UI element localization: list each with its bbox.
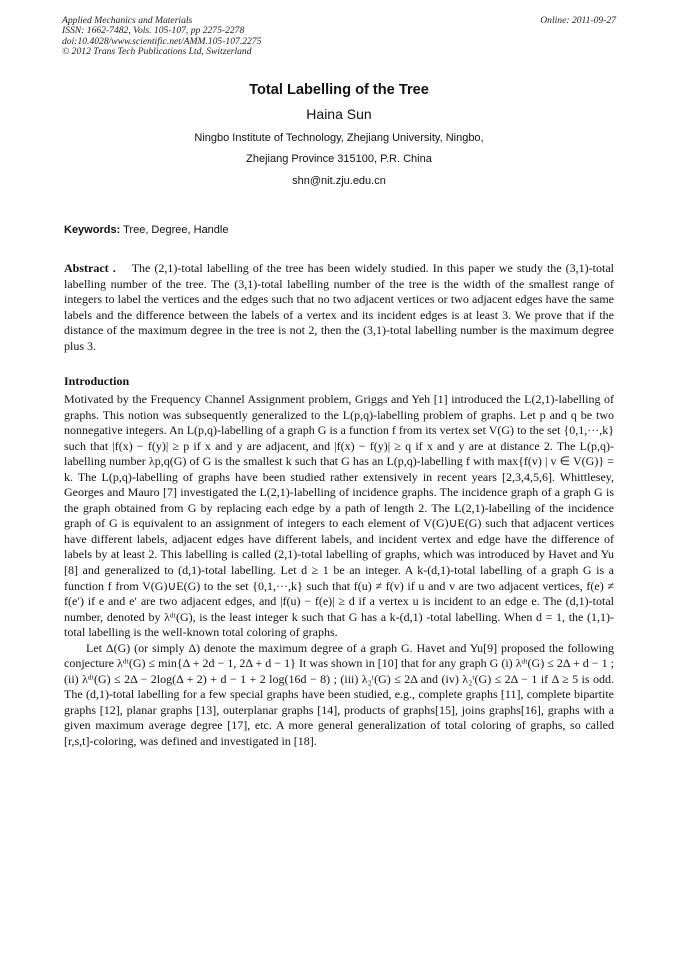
author-email: shn@nit.zju.edu.cn bbox=[292, 175, 386, 187]
introduction-body bbox=[64, 392, 614, 750]
intro-paragraph-2: Let Δ(G) (or simply Δ) denote the maximum degree of a graph G. Havet and Yu[9] proposed the following conjecture λᵈᵗ(G) ≤ min{Δ + 2d − 1, 2Δ + d − 1} It was shown in [10] that for any graph G (i) λᵈᵗ(G) ≤ 2Δ + d − 1 ; (ii) λᵈᵗ(G) ≤ 2Δ − 2log(Δ + 2) + d − 1 + 2 log(16d − 8) ; (iii) λ₂ᵗ(G) ≤ 2Δ and (iv) λ₂ᵗ(G) ≤ 2Δ − 1 if Δ ≥ 5 is odd. The (d,1)-total labelling for a few special graphs have been studied, e.g., complete graphs [11], complete bipartite graphs [12], planar graphs [13], outerplanar graphs [14], products of graphs[15], joins graphs[16], graphs with a given maximum average degree [17], etc. A more general generalization of total coloring of graphs, so called [r,s,t]-coloring, was defined and investigated in [18]. bbox=[64, 640, 614, 749]
section-heading-introduction: Introduction bbox=[64, 374, 130, 388]
abstract-label: Abstract . bbox=[64, 261, 116, 275]
keywords bbox=[64, 224, 228, 236]
journal-name: Applied Mechanics and Materials bbox=[62, 15, 193, 26]
paper-title: Total Labelling of the Tree bbox=[249, 82, 429, 98]
journal-doi: doi:10.4028/www.scientific.net/AMM.105-107.2275 bbox=[62, 35, 262, 47]
online-date: Online: 2011-09-27 bbox=[540, 15, 616, 26]
abstract-text: The (2,1)-total labelling of the tree has been widely studied. In this paper we study the (3,1)-total labelling number of the tree. The (3,1)-total labelling number of the tree is the width of the smallest range of integers to label the vertices and the edges such that no two adjacent vertices or two adjacent edges have the same labels and the difference between the labels of a vertex and its incident edges is at least 3. We prove that if the distance of the maximum degree in the tree is not 2, then the (3,1)-total labelling number is the maximum degree plus 3. bbox=[64, 261, 614, 353]
abstract bbox=[64, 261, 614, 354]
intro-paragraph-1: Motivated by the Frequency Channel Assignment problem, Griggs and Yeh [1] introduced the L(2,1)-labelling of graphs. This notion was subsequently generalized to the L(p,q)-labelling problem of graphs. Let p and q be two nonnegative integers. An L(p,q)-labelling of a graph G is a function f from its vertex set V(G) to the set {0,1,···,k} such that |f(x) − f(y)| ≥ p if x and y are adjacent, and |f(x) − f(y)| ≥ q if x and y are at distance 2. The L(p,q)-labelling number λp,q(G) of G is the smallest k such that G has an L(p,q)-labelling f with max{f(v) | v ∈ V(G)} = k. The L(p,q)-labelling of graphs have been studied rather extensively in recent years [2,3,4,5,6]. Whittlesey, Georges and Mauro [7] investigated the L(2,1)-labelling of incidence graphs. The incidence graph of a graph G is the graph obtained from G by replacing each edge by a path of length 2. The L(2,1)-labelling of the incidence graph of G is equivalent to an assignment of integers to each element of V(G)∪E(G) such that adjacent vertices have different labels, adjacent edges have different labels, and incident vertex and edge have the difference of labels by at least 2. This labelling is called (2,1)-total labelling of graphs, which was introduced by Havet and Yu [8] and generalized to (d,1)-total labelling. Let d ≥ 1 be an integer. A k-(d,1)-total labelling of a graph G is a function f from V(G)∪E(G) to the set {0,1,···,k} such that f(u) ≠ f(v) if u and v are two adjacent vertices, f(e) ≠ f(e′) if e and e′ are two adjacent edges, and |f(u) − f(e)| ≥ d if a vertex u is incident to an edge e. The (d,1)-total number, denoted by λᵈᵗ(G), is the least integer k such that G has a k-(d,1) -total labelling. When d = 1, the (1,1)-total labelling is the well-known total coloring of graphs. bbox=[64, 392, 614, 640]
affiliation-line-1: Ningbo Institute of Technology, Zhejiang University, Ningbo, bbox=[194, 132, 484, 144]
journal-copyright: © 2012 Trans Tech Publications Ltd, Switzerland bbox=[62, 46, 252, 58]
author-name: Haina Sun bbox=[306, 106, 372, 122]
journal-header bbox=[62, 16, 616, 58]
journal-issn: ISSN: 1662-7482, Vols. 105-107, pp 2275-2278 bbox=[62, 25, 245, 37]
keywords-label: Keywords: bbox=[64, 224, 121, 236]
keywords-text: Tree, Degree, Handle bbox=[123, 224, 229, 236]
affiliation-line-2: Zhejiang Province 315100, P.R. China bbox=[246, 153, 432, 165]
